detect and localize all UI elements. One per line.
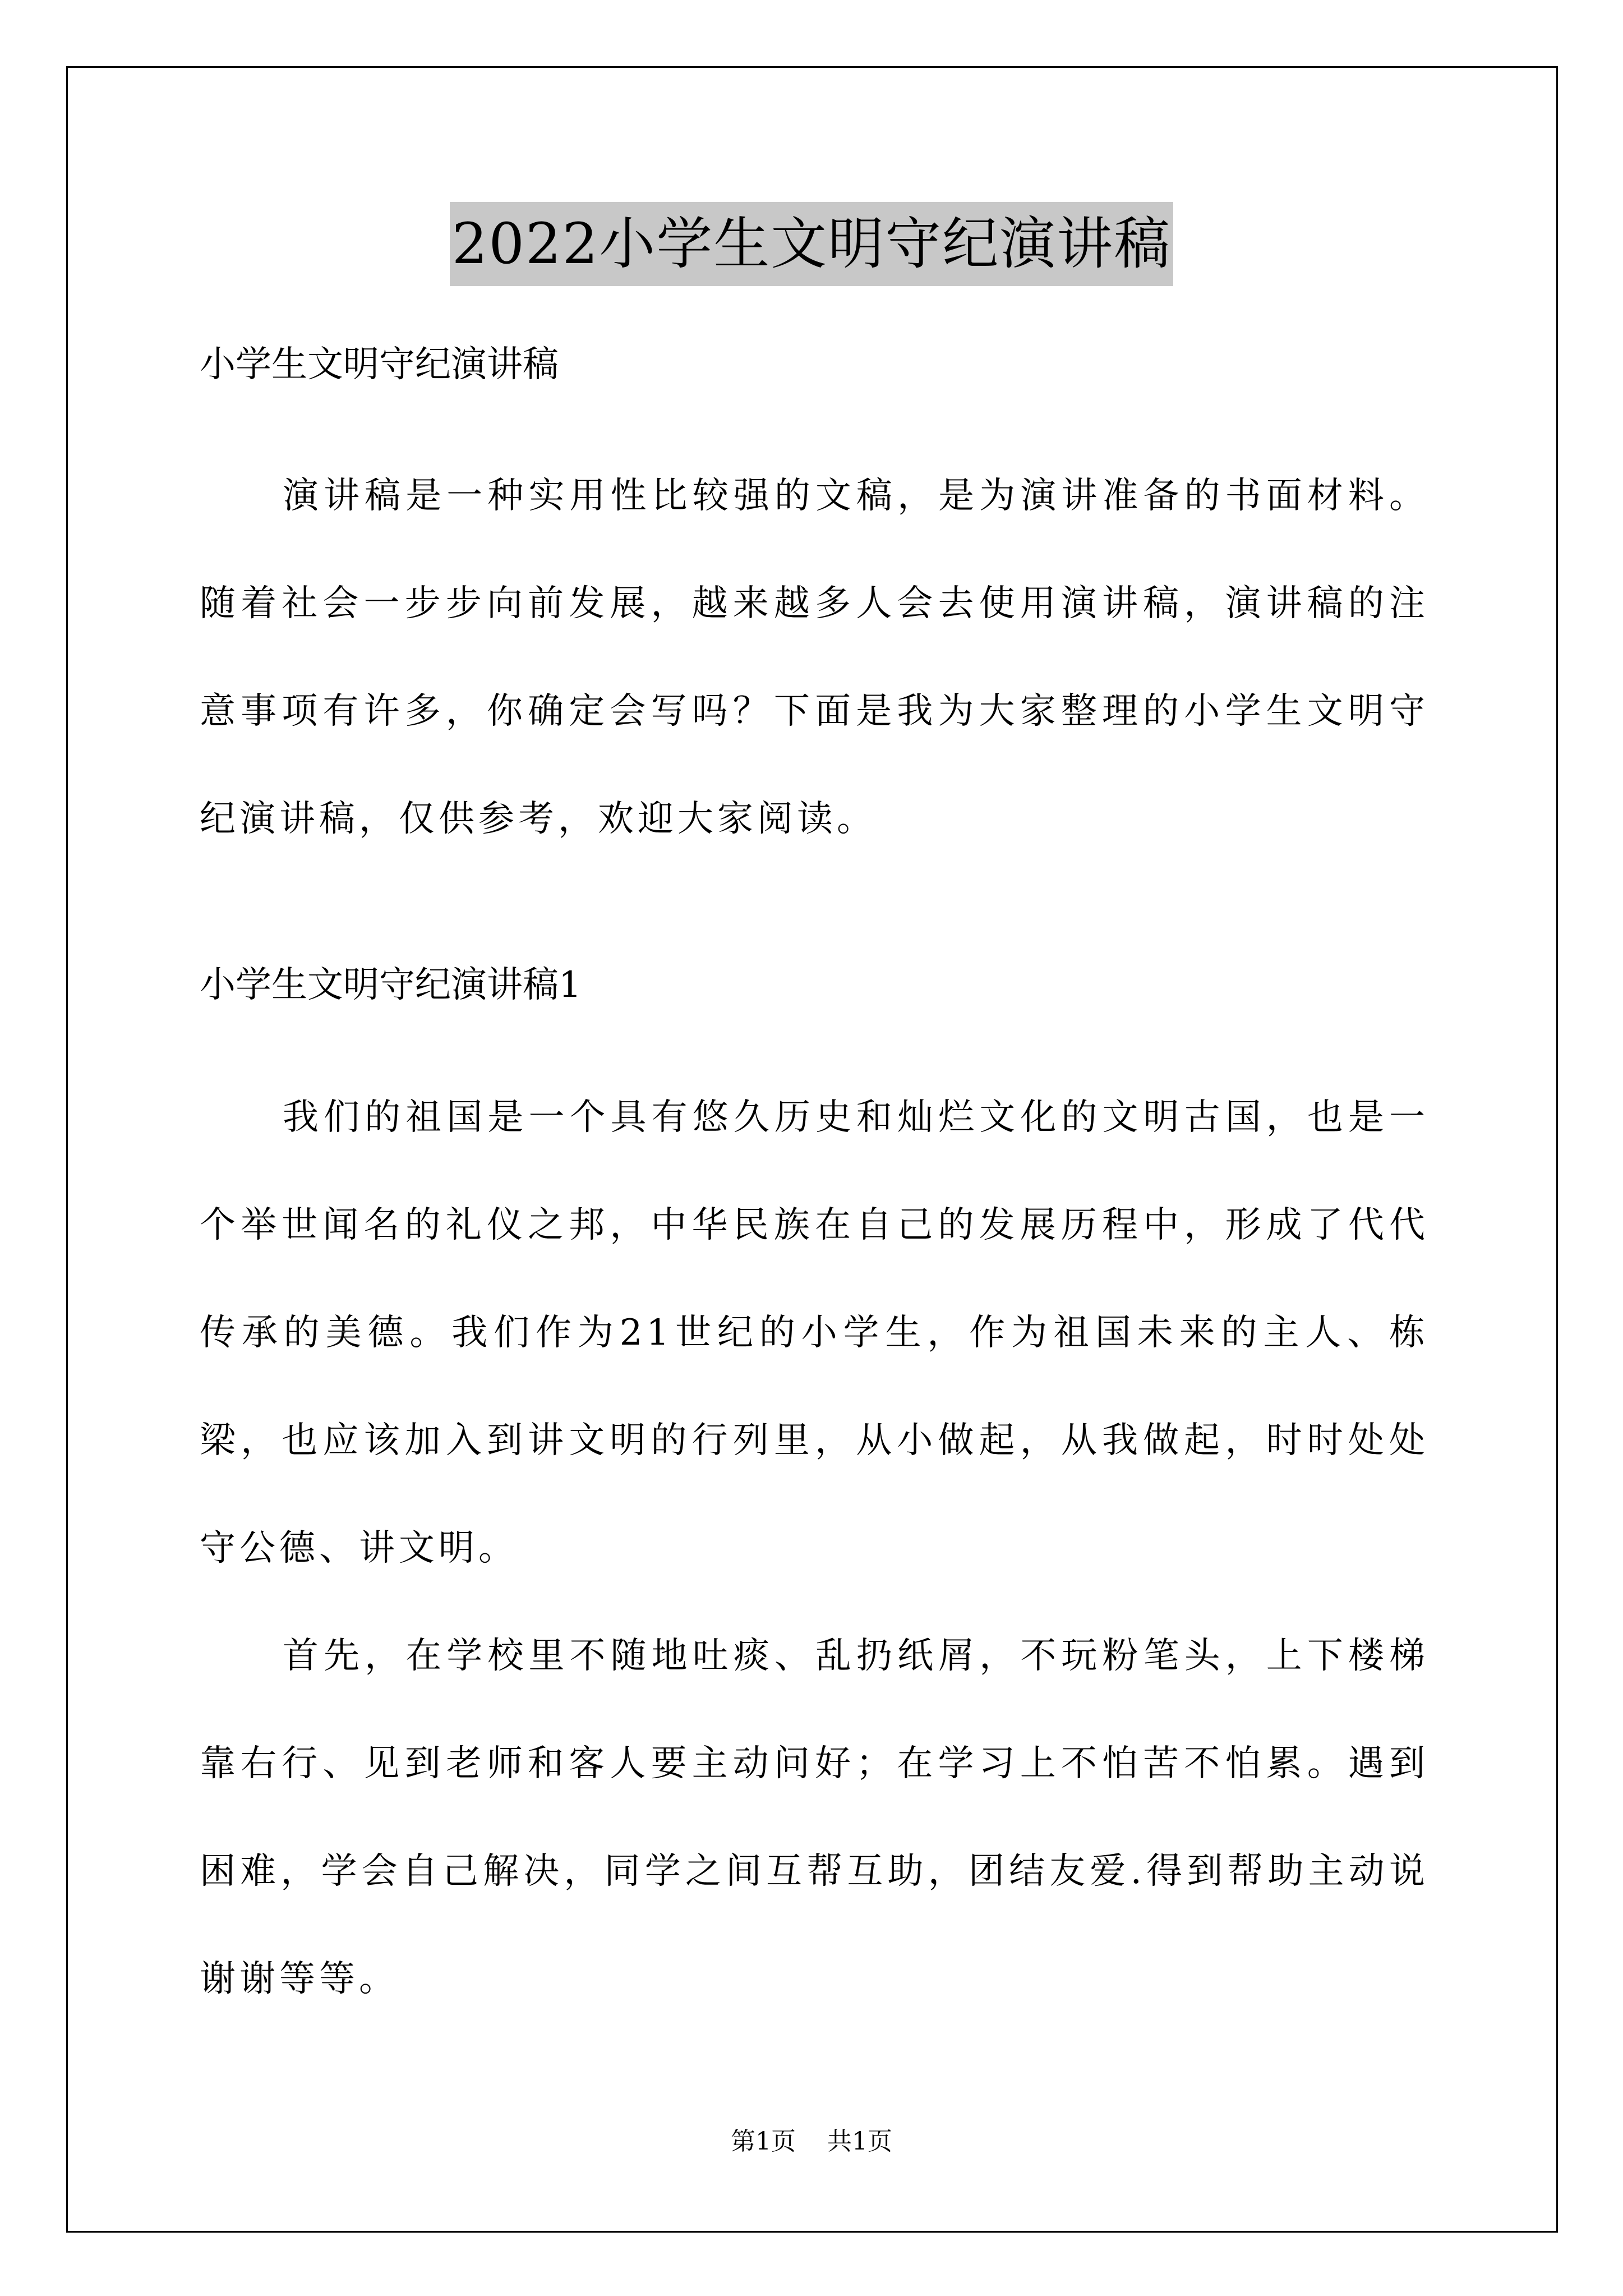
- document-title: 2022小学生文明守纪演讲稿: [450, 202, 1174, 286]
- spacer: [200, 1013, 1429, 1064]
- page-number-current: 第1页: [731, 2127, 796, 2156]
- body-paragraph-2: 首先，在学校里不随地吐痰、乱扔纸屑，不玩粉笔头，上下楼梯靠右行、见到老师和客人要主动问好；在学习上不怕苦不怕累。遇到困难，学会自己解决，同学之间互帮互助，团结友爱.得到帮助主动说谢谢等等。: [200, 1635, 1429, 2000]
- page-footer: [0, 2125, 1623, 2159]
- body-paragraph-1: 我们的祖国是一个具有悠久历史和灿烂文化的文明古国，也是一个举世闻名的礼仪之邦，中华民族在自己的发展历程中，形成了代代传承的美德。我们作为21世纪的小学生，作为祖国未来的主人、栋梁，也应该加入到讲文明的行列里，从小做起，从我做起，时时处处守公德、讲文明。: [200, 1097, 1429, 1569]
- document-body: [200, 337, 1429, 2033]
- intro-heading: 小学生文明守纪演讲稿: [200, 344, 559, 385]
- section-heading: 小学生文明守纪演讲稿1: [200, 964, 582, 1006]
- page-number-total: 共1页: [827, 2127, 892, 2156]
- spacer: [200, 393, 1429, 442]
- intro-paragraph: 演讲稿是一种实用性比较强的文稿，是为演讲准备的书面材料。随着社会一步步向前发展，越来越多人会去使用演讲稿，演讲稿的注意事项有许多，你确定会写吗？下面是我为大家整理的小学生文明守纪演讲稿，仅供参考，欢迎大家阅读。: [200, 475, 1429, 840]
- title-container: [0, 202, 1623, 286]
- spacer: [200, 873, 1429, 957]
